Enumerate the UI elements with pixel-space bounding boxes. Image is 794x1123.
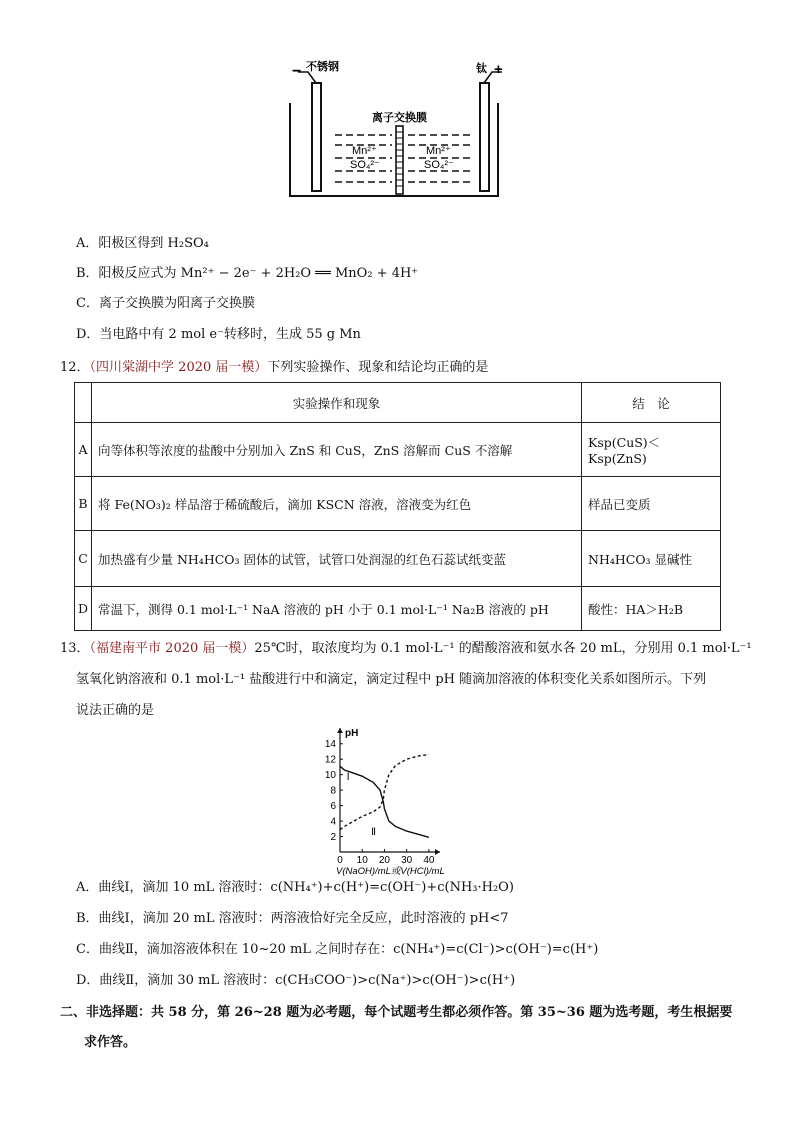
q13-option-d: D．曲线Ⅱ，滴加 30 mL 溶液时：c(CH₃COO⁻)>c(Na⁺)>c(OH⁻)>c(H⁺) — [76, 973, 516, 988]
q13-stem-line2: 氢氧化钠溶液和 0.1 mol·L⁻¹ 盐酸进行中和滴定，滴定过程中 pH 随滴加溶液的体积变化关系如图所示。下列 — [76, 672, 707, 687]
row-conclusion: NH₄HCO₃ 显碱性 — [582, 531, 721, 587]
x-tick-label: 20 — [378, 855, 391, 866]
q11-option-d: D．当电路中有 2 mol e⁻转移时，生成 55 g Mn — [76, 327, 361, 342]
x-axis-label: V(NaOH)/mL或V(HCl)/mL — [336, 866, 445, 877]
q13-option-c: C．曲线Ⅱ，滴加溶液体积在 10~20 mL 之间时存在：c(NH₄⁺)=c(Cl⁻)>c(OH⁻)=c(H⁺) — [76, 942, 599, 957]
row-id: A — [75, 423, 92, 477]
table-header-conclusion: 结 论 — [582, 383, 721, 423]
y-tick-label: 6 — [330, 801, 336, 813]
q11-option-a: A．阳极区得到 H₂SO₄ — [76, 236, 209, 251]
y-tick-label: 4 — [330, 816, 336, 828]
plus-sign: + — [494, 61, 503, 78]
row-id: B — [75, 477, 92, 531]
x-tick-label: 10 — [356, 855, 368, 866]
q13-stem-line1 — [60, 637, 752, 656]
x-tick-label: 40 — [423, 855, 435, 866]
table-row — [75, 477, 721, 531]
row-conclusion: Ksp(CuS)＜Ksp(ZnS) — [582, 423, 721, 477]
membrane-label: 离子交换膜 — [372, 112, 427, 124]
y-tick-label: 14 — [324, 739, 336, 751]
left-ion-mn: Mn²⁺ — [352, 145, 377, 157]
table-header-row — [75, 383, 721, 423]
electrolysis-figure — [280, 58, 520, 203]
q12-text: 下列实验操作、现象和结论均正确的是 — [267, 360, 489, 375]
left-ion-so4: SO₄²⁻ — [350, 159, 380, 171]
x-tick-label: 30 — [401, 855, 413, 866]
x-tick-label: 0 — [337, 855, 343, 866]
q13-option-a: A．曲线Ⅰ，滴加 10 mL 溶液时：c(NH₄⁺)+c(H⁺)=c(OH⁻)+c(NH₃·H₂O) — [76, 880, 514, 895]
section2-line1: 二、非选择题：共 58 分，第 26~28 题为必考题，每个试题考生都必须作答。第 35~36 题为选考题，考生根据要 — [60, 1005, 733, 1020]
q12-stem — [60, 356, 488, 375]
y-axis-label: pH — [345, 728, 359, 739]
q13-option-b: B．曲线Ⅰ，滴加 20 mL 溶液时：两溶液恰好完全反应，此时溶液的 pH<7 — [76, 911, 509, 926]
y-tick-label: 8 — [330, 785, 336, 797]
row-operation: 加热盛有少量 NH₄HCO₃ 固体的试管，试管口处润湿的红色石蕊试纸变蓝 — [92, 531, 582, 587]
row-conclusion: 样品已变质 — [582, 477, 721, 531]
row-id: D — [75, 587, 92, 631]
row-id: C — [75, 531, 92, 587]
cathode-label: 不锈钢 — [306, 61, 339, 73]
y-tick-label: 12 — [324, 754, 336, 766]
q12-source: （四川棠湖中学 2020 届一模） — [89, 360, 268, 375]
table-row — [75, 423, 721, 477]
x-axis-arrow — [435, 849, 440, 855]
table-row — [75, 531, 721, 587]
q13-number: 13． — [60, 641, 90, 656]
row-operation: 常温下，测得 0.1 mol·L⁻¹ NaA 溶液的 pH 小于 0.1 mol·L⁻¹ Na₂B 溶液的 pH — [92, 587, 582, 631]
y-axis-arrow — [337, 728, 343, 733]
section2-line2: 求作答。 — [84, 1035, 137, 1050]
q12-table — [74, 382, 721, 631]
q11-option-b: B．阳极反应式为 Mn²⁺ − 2e⁻ + 2H₂O ══ MnO₂ + 4H⁺ — [76, 266, 419, 281]
q13-source: （福建南平市 2020 届一模） — [89, 641, 255, 656]
minus-sign: − — [292, 63, 302, 80]
ph-titration-chart — [300, 724, 490, 877]
table-header-operation: 实验操作和现象 — [92, 383, 582, 423]
row-operation: 将 Fe(NO₃)₂ 样品溶于稀硫酸后，滴加 KSCN 溶液，溶液变为红色 — [92, 477, 582, 531]
q11-option-c: C．离子交换膜为阳离子交换膜 — [76, 296, 255, 311]
q13-text1: 25℃时，取浓度均为 0.1 mol·L⁻¹ 的醋酸溶液和氨水各 20 mL，分别用 0.1 mol·L⁻¹ — [254, 641, 752, 656]
table-header-id — [75, 383, 92, 423]
y-tick-label: 2 — [330, 832, 336, 844]
curve-2 — [340, 755, 429, 830]
row-conclusion: 酸性：HA＞H₂B — [582, 587, 721, 631]
y-tick-label: 10 — [324, 770, 336, 782]
q13-stem-line3: 说法正确的是 — [76, 703, 155, 718]
right-ion-so4: SO₄²⁻ — [424, 159, 454, 171]
anode-label: 钛 — [476, 63, 487, 75]
table-row — [75, 587, 721, 631]
curve-1-label: Ⅰ — [346, 772, 350, 784]
curve-2-label: Ⅱ — [371, 826, 377, 838]
right-ion-mn: Mn²⁺ — [426, 145, 451, 157]
row-operation: 向等体积等浓度的盐酸中分别加入 ZnS 和 CuS，ZnS 溶解而 CuS 不溶解 — [92, 423, 582, 477]
q12-number: 12． — [60, 360, 90, 375]
curve-1 — [340, 766, 429, 837]
